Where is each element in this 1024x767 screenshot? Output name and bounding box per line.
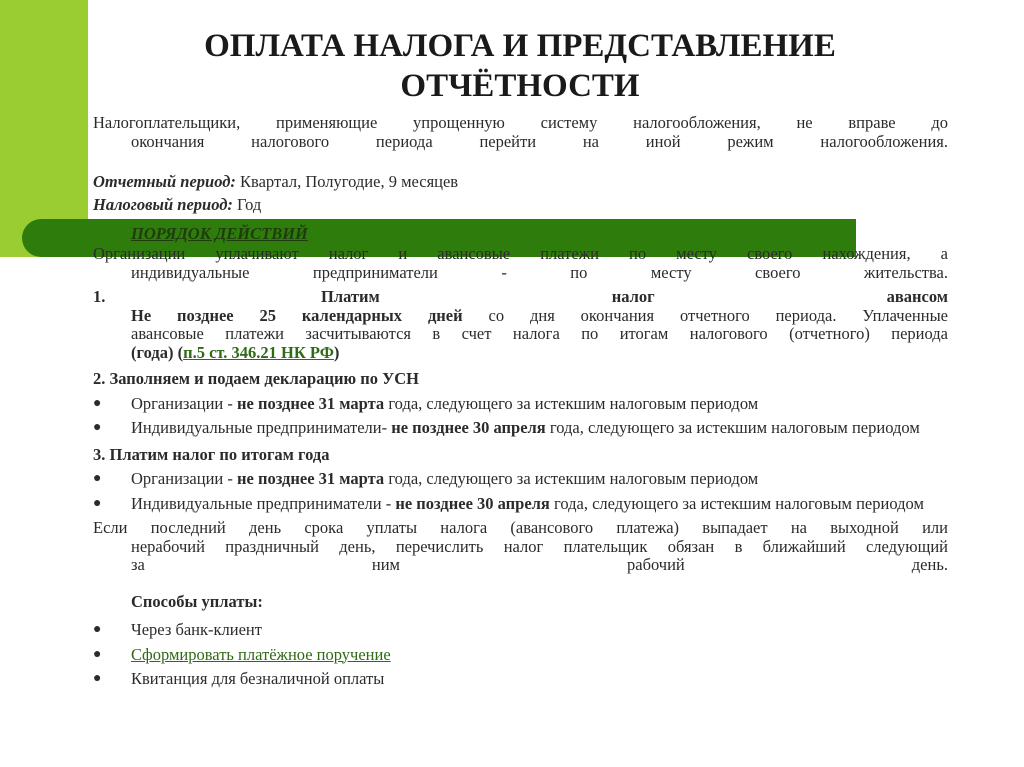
step-1-number: 1. — [93, 287, 106, 306]
tax-period-label: Налоговый период: — [93, 194, 233, 214]
step-1-deadline: Не позднее 25 календарных дней — [131, 305, 463, 325]
step-1-head-c: авансом — [886, 287, 948, 306]
item-deadline: не позднее 31 марта — [237, 393, 385, 413]
organizations-paragraph — [93, 245, 948, 282]
step-1-close: ) — [333, 342, 340, 362]
step-3-heading: 3. Платим налог по итогам года — [93, 444, 330, 464]
item-pre: Индивидуальные предприниматели- — [131, 418, 392, 437]
list-item — [93, 395, 948, 414]
holiday-line-2: нерабочий праздничный день, перечислить налог плательщик обязан в ближайший следующий — [131, 536, 948, 556]
item-post: года, следующего за истекшим налоговым периодом — [549, 493, 924, 513]
payment-methods-heading: Способы уплаты: — [131, 591, 263, 611]
holiday-note — [93, 519, 948, 575]
intro-paragraph — [93, 114, 948, 151]
organizations-line-2: индивидуальные предприниматели - по месту своего жительства. — [131, 262, 948, 282]
bullet-icon: ● — [93, 395, 102, 411]
page-title: ОПЛАТА НАЛОГА И ПРЕДСТАВЛЕНИЕ ОТЧЁТНОСТИ — [204, 28, 836, 104]
tax-code-link[interactable]: п.5 ст. 346.21 НК РФ — [183, 342, 334, 362]
holiday-line-3: за ним рабочий день. — [131, 555, 948, 574]
list-item — [93, 470, 948, 489]
list-item — [93, 419, 948, 438]
bullet-icon: ● — [93, 646, 102, 662]
item-deadline: не позднее 30 апреля — [391, 418, 546, 437]
item-deadline: не позднее 31 марта — [237, 469, 385, 488]
payment-method-bank-client: Через банк-клиент — [131, 620, 262, 639]
intro-line-1: Налогоплательщики, применяющие упрощенную систему налогообложения, не вправе до — [93, 113, 948, 132]
step-1-line-2: авансовые платежи засчитываются в счет налога по итогам налогового (отчетного) периода — [131, 324, 948, 343]
bullet-icon: ● — [93, 622, 102, 637]
step-1-head-b: налог — [611, 287, 655, 306]
bullet-icon: ● — [93, 471, 102, 486]
reporting-period-value: Квартал, Полугодие, 9 месяцев — [235, 172, 459, 191]
item-deadline: не позднее 30 апреля — [395, 493, 550, 513]
payment-order-link[interactable]: Сформировать платёжное поручение — [131, 644, 391, 664]
item-post: года, следующего за истекшим налоговым периодом — [384, 469, 759, 488]
step-1 — [93, 288, 948, 362]
tax-period — [93, 196, 948, 215]
step-1-rest: со дня окончания отчетного периода. Уплаченные — [462, 305, 948, 325]
tax-period-value: Год — [232, 194, 262, 214]
bullet-icon: ● — [93, 420, 102, 435]
reporting-period-label: Отчетный период: — [93, 172, 236, 191]
item-pre: Индивидуальные предприниматели - — [131, 493, 396, 513]
procedure-heading: ПОРЯДОК ДЕЙСТВИЙ — [131, 224, 308, 243]
step-1-heading — [93, 288, 948, 307]
item-pre: Организации - — [131, 393, 237, 413]
list-item — [93, 670, 948, 689]
step-1-head-a: Платим — [321, 287, 380, 306]
intro-line-2: окончания налогового периода перейти на иной режим налогообложения. — [131, 131, 948, 151]
item-post: года, следующего за истекшим налоговым периодом — [384, 393, 759, 413]
step-1-year: (года) ( — [131, 342, 184, 362]
reporting-period — [93, 173, 948, 192]
item-pre: Организации - — [131, 469, 237, 488]
item-post: года, следующего за истекшим налоговым периодом — [545, 418, 920, 437]
list-item — [93, 646, 948, 665]
list-item — [93, 621, 948, 640]
bullet-icon: ● — [93, 671, 102, 686]
list-item — [93, 495, 948, 514]
step-1-line-3 — [93, 344, 948, 363]
bullet-icon: ● — [93, 495, 102, 511]
payment-method-receipt: Квитанция для безналичной оплаты — [131, 669, 385, 688]
organizations-line-1: Организации уплачивают налог и авансовые платежи по месту своего нахождения, а — [93, 244, 948, 263]
step-2-heading: 2. Заполняем и подаем декларацию по УСН — [93, 369, 419, 388]
step-1-line-1 — [93, 307, 948, 326]
document-body — [93, 114, 948, 695]
holiday-line-1: Если последний день срока уплаты налога (авансового платежа) выпадает на выходной или — [93, 518, 948, 537]
